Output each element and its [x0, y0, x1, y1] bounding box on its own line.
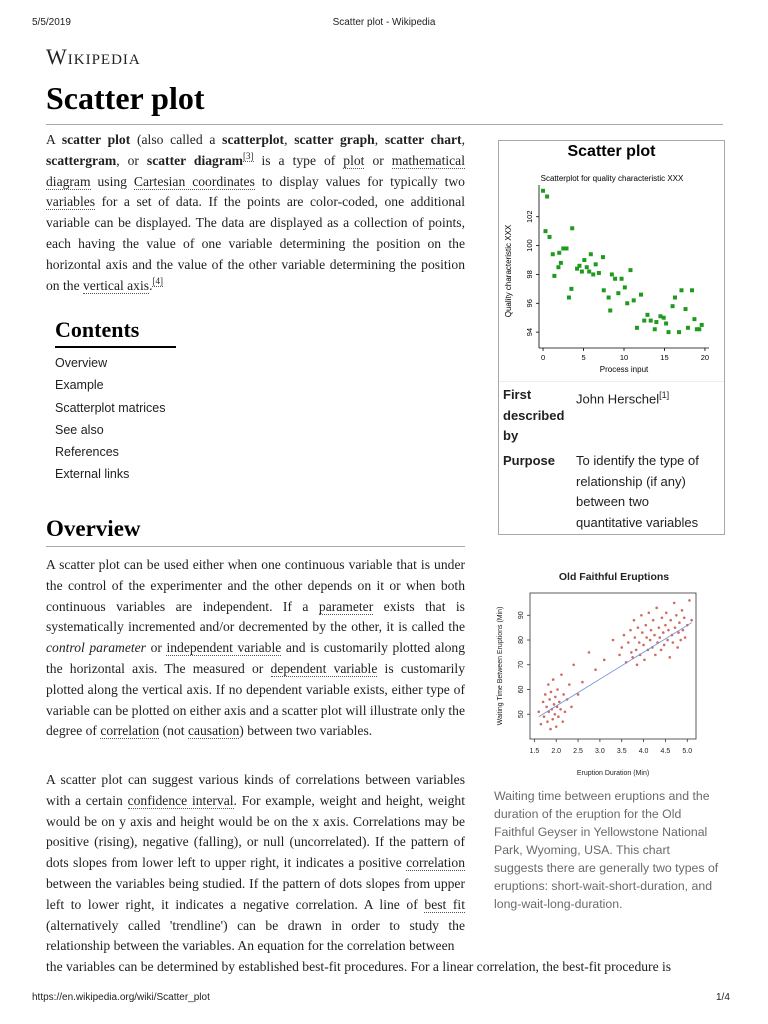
data-point [692, 317, 696, 321]
chart-title: Scatterplot for quality characteristic XXX [540, 174, 684, 183]
data-point [679, 639, 682, 642]
link-variables[interactable]: variables [46, 194, 96, 210]
infobox-title: Scatter plot [567, 143, 656, 160]
y-tick-label: 102 [525, 210, 534, 223]
data-point [543, 715, 546, 718]
y-tick-label: 70 [518, 660, 525, 669]
title-divider [46, 124, 723, 125]
data-point [660, 649, 663, 652]
data-point [661, 616, 664, 619]
x-tick-label: 15 [660, 353, 669, 362]
data-point [686, 326, 690, 330]
data-point [642, 644, 645, 647]
link-parameter[interactable]: parameter [318, 598, 374, 614]
data-point [610, 272, 614, 276]
data-point [636, 663, 639, 666]
data-point [632, 298, 636, 302]
overview-paragraph-3: the variables can be determined by established best-fit procedures. For a linear correlation, the best-fit procedure is [46, 959, 672, 974]
data-point [649, 319, 653, 323]
data-point [601, 255, 605, 259]
data-point [556, 688, 559, 691]
data-point [644, 624, 647, 627]
data-point [568, 683, 571, 686]
data-point [577, 264, 581, 268]
x-tick-label: 3.0 [595, 748, 605, 755]
overview-divider [46, 546, 465, 547]
data-point [658, 626, 661, 629]
data-point [570, 226, 574, 230]
data-point [690, 288, 694, 292]
data-point [654, 654, 657, 657]
data-point [603, 659, 606, 662]
data-point [635, 326, 639, 330]
contents-heading: Contents [55, 317, 140, 342]
data-point [688, 599, 691, 602]
data-point [641, 631, 644, 634]
data-point [645, 313, 649, 317]
data-point [549, 728, 552, 731]
toc-item-references[interactable]: References [55, 445, 119, 460]
data-point [557, 251, 561, 255]
data-point [671, 304, 675, 308]
data-point [570, 706, 573, 709]
y-tick-label: 60 [518, 685, 525, 694]
y-axis-label: Quality characteristic XXX [504, 224, 513, 318]
data-point [594, 668, 597, 671]
data-point [648, 611, 651, 614]
print-url: https://en.wikipedia.org/wiki/Scatter_plot [32, 992, 210, 1003]
data-point [597, 271, 601, 275]
data-point [553, 703, 556, 706]
data-point [675, 614, 678, 617]
link-mathematical-diagram[interactable]: mathematical diagram [46, 152, 465, 189]
data-point [676, 646, 679, 649]
y-tick-label: 94 [525, 327, 534, 337]
data-point [640, 614, 643, 617]
table-of-contents [55, 352, 165, 486]
x-tick-label: 2.5 [573, 748, 583, 755]
infobox-divider [499, 381, 724, 382]
data-point [548, 235, 552, 239]
wikipedia-logo[interactable]: Wikipedia [46, 44, 141, 69]
overview-paragraph-2: A scatter plot can suggest various kinds of correlations between variables with a certain confidence interval. For example, weight and height, weight would be on y axis and height would be on the x axis. Correlations may be positive (rising), negative (falling), or null (uncorrelated). If the pattern of dots slopes from lower left to upper right, it indicates a positive correlation between the variables being studied. If the pattern of dots slopes from upper left to lower right, it indicates a negative correlation. A line of best fit (alternatively called 'trendline') can be drawn in order to study the relationship between the variables. An equation for the correlation between [46, 772, 465, 954]
toc-item-see-also[interactable]: See also [55, 422, 104, 437]
link-causation[interactable]: causation [187, 723, 240, 739]
data-point [628, 268, 632, 272]
data-point [650, 629, 653, 632]
data-point [554, 713, 557, 716]
data-point [630, 651, 633, 654]
citation-link[interactable]: [3] [243, 151, 254, 162]
quality-scatter-chart [499, 169, 724, 409]
contents-divider [55, 346, 176, 348]
y-tick-label: 98 [525, 270, 534, 279]
data-point [672, 641, 675, 644]
data-point [552, 274, 556, 278]
data-point [635, 649, 638, 652]
data-point [589, 252, 593, 256]
data-point [652, 619, 655, 622]
data-point [541, 189, 545, 193]
data-point [580, 270, 584, 274]
data-point [545, 706, 548, 709]
data-point [582, 258, 586, 262]
y-tick-label: 90 [518, 611, 525, 620]
data-point [612, 639, 615, 642]
data-point [645, 636, 648, 639]
toc-item-overview[interactable]: Overview [55, 356, 108, 370]
toc-item-external-links[interactable]: External links [55, 467, 130, 482]
data-point [690, 619, 693, 622]
y-axis-label: Waiting Time Between Eruptions (Min) [497, 606, 504, 726]
data-point [569, 287, 573, 291]
data-point [658, 636, 661, 639]
data-point [564, 710, 567, 713]
plot-frame [530, 593, 696, 739]
data-point [667, 330, 671, 334]
data-point [682, 629, 685, 632]
data-point [561, 720, 564, 723]
figure-caption: Waiting time between eruptions and the duration of the eruption for the Old Faithful Geyser in Yellowstone National Park, Wyoming, USA. This chart suggests there are generally two types of eruptions: short-wait-short-duration, and long-wait-long-duration. [494, 789, 719, 911]
x-tick-label: 4.5 [660, 748, 671, 755]
data-point [673, 296, 677, 300]
data-point [655, 607, 658, 610]
data-point [625, 301, 629, 305]
data-point [594, 262, 598, 266]
data-point [607, 296, 611, 300]
data-point [620, 646, 623, 649]
data-point [608, 308, 612, 312]
print-page-number: 1/4 [716, 992, 730, 1003]
y-tick-label: 80 [518, 636, 525, 644]
toc-item-example[interactable]: Example [55, 378, 104, 393]
citation-link[interactable]: [4] [152, 276, 163, 287]
data-point [684, 307, 688, 311]
data-point [623, 285, 627, 289]
x-axis-label: Process input [599, 365, 649, 374]
link-best-fit[interactable]: best fit [424, 896, 465, 912]
data-point [653, 327, 657, 331]
chart-title: Old Faithful Eruptions [558, 571, 670, 583]
x-tick-label: 10 [619, 353, 629, 362]
data-point [554, 696, 557, 699]
link-confidence-interval[interactable]: confidence interval [127, 792, 234, 808]
data-point [678, 621, 681, 624]
data-point [545, 195, 549, 199]
data-point [585, 265, 589, 269]
data-point [620, 277, 624, 281]
data-point [643, 659, 646, 662]
x-axis-label: Eruption Duration (Min) [576, 770, 650, 777]
data-point [542, 701, 545, 704]
data-point [588, 651, 591, 654]
data-point [639, 293, 643, 297]
data-point [560, 673, 563, 676]
data-point [666, 639, 669, 642]
data-point [618, 654, 621, 657]
data-point [547, 683, 550, 686]
data-point [613, 277, 617, 281]
data-point [662, 316, 666, 320]
data-point [559, 261, 563, 265]
x-tick-label: 5 [581, 353, 586, 362]
print-date: 5/5/2019 [32, 17, 71, 28]
infobox-value: To identify the type of relationship (if any) between two quantitative variables [576, 453, 699, 530]
data-point [677, 330, 681, 334]
data-point [642, 319, 646, 323]
toc-item-scatterplot-matrices[interactable]: Scatterplot matrices [55, 400, 166, 415]
data-point [638, 641, 641, 644]
x-tick-label: 5.0 [682, 748, 693, 755]
x-tick-label: 3.5 [616, 748, 627, 755]
data-point [551, 718, 554, 721]
x-tick-label: 2.0 [551, 748, 562, 755]
infobox-label: First described by [503, 387, 565, 443]
data-point [667, 629, 670, 632]
data-point [627, 641, 630, 644]
data-point [664, 624, 667, 627]
data-point [653, 634, 656, 637]
data-point [544, 693, 547, 696]
data-point [679, 288, 683, 292]
x-tick-label: 4.0 [638, 748, 649, 755]
data-point [663, 644, 666, 647]
data-point [623, 634, 626, 637]
data-point [552, 678, 555, 681]
data-point [555, 725, 558, 728]
data-point [683, 616, 686, 619]
data-point [700, 323, 704, 327]
x-tick-label: 0 [540, 353, 546, 362]
data-point [556, 265, 560, 269]
data-point [654, 320, 658, 324]
x-tick-label: 1.5 [529, 748, 540, 755]
infobox-value: John Herschel[1] [576, 390, 670, 407]
link-correlation[interactable]: correlation [100, 723, 160, 739]
infobox-label: Purpose [503, 453, 556, 468]
link-dependent-variable[interactable]: dependent variable [270, 660, 378, 676]
x-tick-label: 20 [700, 353, 710, 362]
data-point [543, 229, 547, 233]
trendline [539, 623, 692, 717]
data-point [567, 296, 571, 300]
y-tick-label: 50 [518, 710, 525, 719]
data-point [557, 715, 560, 718]
data-point [591, 272, 595, 276]
infobox [498, 140, 725, 535]
data-point [674, 626, 677, 629]
data-point [616, 291, 620, 295]
data-point [681, 609, 684, 612]
data-point [551, 252, 555, 256]
data-point [668, 656, 671, 659]
page-title: Scatter plot [46, 80, 205, 116]
data-point [665, 611, 668, 614]
link-independent-variable[interactable]: independent variable [166, 640, 282, 656]
data-point [562, 693, 565, 696]
data-point [633, 619, 636, 622]
lead-paragraph: A scatter plot (also called a scatterplot, scatter graph, scatter chart, scattergram, or scatter diagram[3] is a type of plot or mathematical diagram using Cartesian coordinates to display values for typically two variables for a set of data. If the points are color-coded, one additional variable can be displayed. The data are displayed as a collection of points, each having the value of one variable determining the position on the horizontal axis and the value of the other variable determining the position on the vertical axis.[4] [46, 132, 465, 293]
data-point [649, 639, 652, 642]
data-point [673, 602, 676, 605]
data-point [634, 636, 637, 639]
link-correlation[interactable]: correlation [406, 855, 465, 871]
data-point [629, 629, 632, 632]
data-point [559, 708, 562, 711]
data-point [540, 723, 543, 726]
y-tick-label: 100 [525, 239, 534, 252]
data-point [565, 246, 569, 250]
data-point [664, 321, 668, 325]
data-point [546, 720, 549, 723]
data-point [550, 691, 553, 694]
data-point [662, 631, 665, 634]
data-point [587, 270, 591, 274]
data-point [684, 636, 687, 639]
data-point [558, 701, 561, 704]
y-tick-label: 96 [525, 299, 534, 308]
data-point [602, 288, 606, 292]
link-cartesian-coordinates[interactable]: Cartesian coordinates [133, 173, 255, 189]
citation-link[interactable]: [1] [659, 390, 670, 400]
link-plot[interactable]: plot [343, 152, 365, 168]
old-faithful-scatter-chart [494, 565, 722, 787]
data-point [548, 698, 551, 701]
link-vertical-axis[interactable]: vertical axis [83, 277, 150, 293]
overview-paragraph-1: A scatter plot can be used either when one continuous variable that is under the control of the experimenter and the other depends on it or when both continuous variables are independent. If a parameter exists that is systematically incremented and/or decremented by the other, it is called the control parameter or independent variable and is customarily plotted along the horizontal axis. The measured or dependent variable is customarily plotted along the vertical axis. If no dependent variable exists, either type of variable can be plotted on either axis and a scatter plot will illustrate only the degree of correlation (not causation) between two variables. [46, 557, 466, 739]
print-page-title: Scatter plot - Wikipedia [332, 17, 436, 28]
data-point [697, 327, 701, 331]
data-point [581, 681, 584, 684]
overview-heading: Overview [46, 516, 141, 541]
data-point [669, 619, 672, 622]
data-point [572, 663, 575, 666]
data-point [537, 710, 540, 713]
data-point [637, 626, 640, 629]
